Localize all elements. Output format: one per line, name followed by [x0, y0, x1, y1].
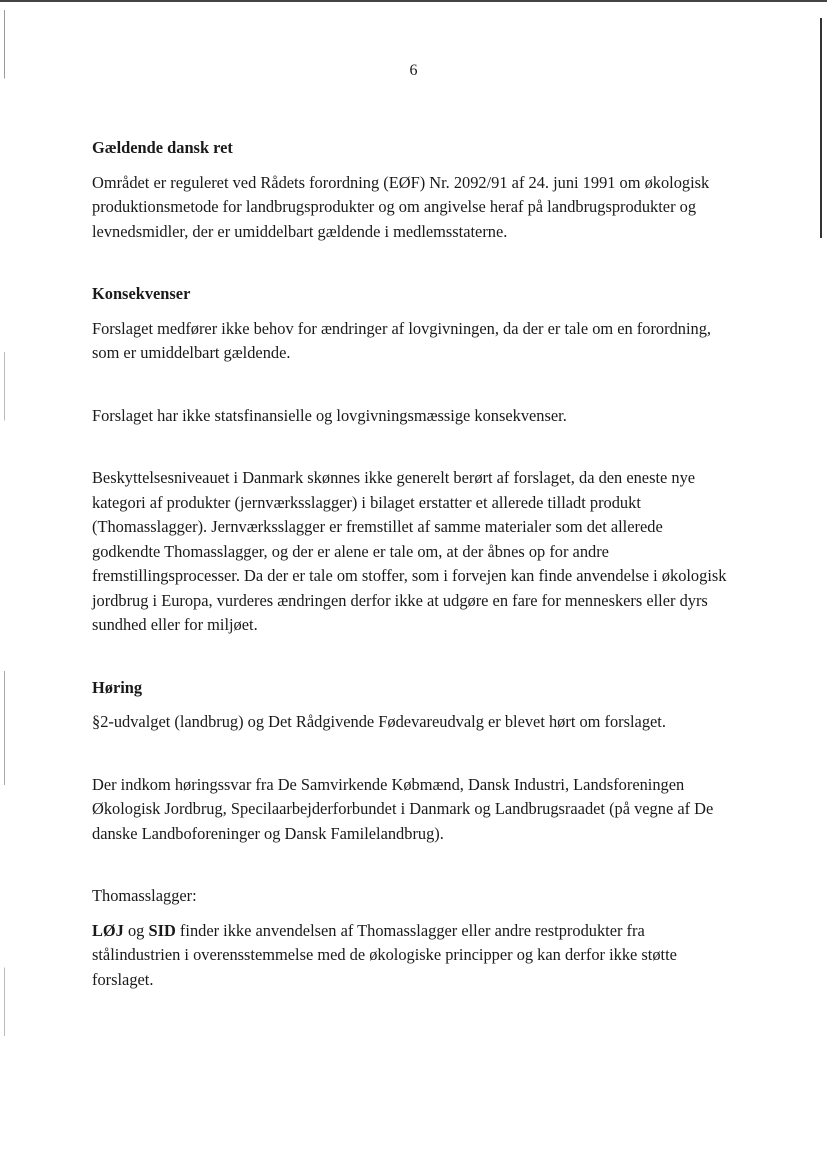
- abbr-loej: LØJ: [92, 920, 124, 940]
- paragraph-horing-1: §2-udvalget (landbrug) og Det Rådgivende Fødevareudvalg er blevet hørt om forslaget.: [92, 712, 666, 731]
- heading-horing: Høring: [92, 677, 143, 697]
- scan-left-edge: [4, 10, 5, 1150]
- heading-konsekvenser: Konsekvenser: [92, 284, 191, 303]
- page-number: 6: [409, 62, 418, 79]
- label-thomasslagger: Thomasslagger:: [92, 886, 197, 905]
- paragraph-konsekvenser-2: Forslaget har ikke statsfinansielle og lovgivningsmæssige konsekvenser.: [92, 405, 567, 425]
- paragraph-konsekvenser-3: Beskyttelsesniveauet i Danmark skønnes ikke generelt berørt af forslaget, da den eneste nye kategori af produkter (jernværksslagger) i bilaget erstatter et allerede tilladt produkt (Thomasslagger). Jernværksslagger er fremstillet af samme materialer som det allerede godkendte Thomasslagger, og der er alene er tale om, at der åbnes op for andre fremstillingsprocesser. Da der er tale om stoffer, som i forvejen kan finde anvendelse i økologisk jordbrug i Europa, vurderes ændringen derfor ikke at udgøre en fare for menneskers eller dyrs sundhed eller for miljøet.: [92, 468, 727, 634]
- paragraph-horing-2: Der indkom høringssvar fra De Samvirkende Købmænd, Dansk Industri, Landsforeningen Økologisk Jordbrug, Specilaarbejderforbundet i Danmark og Landbrugsraadet (på vegne af De danske Landboforeninger og Dansk Familelandbrug).: [92, 774, 714, 843]
- scan-right-edge: [820, 18, 822, 238]
- top-border-line: [0, 0, 827, 2]
- heading-gaeldende-dansk-ret: Gældende dansk ret: [92, 138, 233, 157]
- abbr-sid: SID: [148, 920, 176, 940]
- conjunction-og: og: [123, 920, 149, 940]
- paragraph-konsekvenser-1: Forslaget medfører ikke behov for ændringer af lovgivningen, da der er tale om en forordning, som er umiddelbart gældende.: [92, 318, 712, 362]
- document-body: [92, 136, 732, 992]
- paragraph-thomasslagger: [92, 919, 732, 993]
- thomasslagger-text: finder ikke anvendelsen af Thomasslagger eller andre restprodukter fra stålindustrien i overensstemmelse med de økologiske principper og kan derfor ikke støtte forslaget.: [92, 920, 677, 989]
- paragraph-gaeldende: Området er reguleret ved Rådets forordning (EØF) Nr. 2092/91 af 24. juni 1991 om økologisk produktionsmetode for landbrugsprodukter og om angivelse heraf på landbrugsprodukter og levnedsmidler, der er umiddelbart gældende i medlemsstaterne.: [92, 172, 710, 241]
